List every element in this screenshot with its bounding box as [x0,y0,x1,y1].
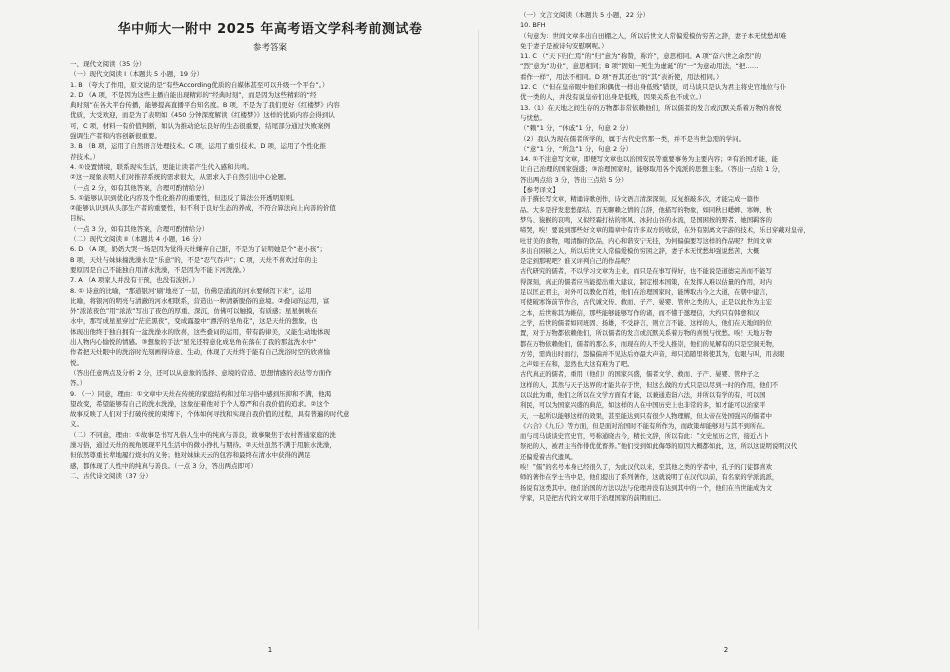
text-line: 澡习俗，通过天灶的视角展现平凡生活中的微小挣扎与期待。②天灶虽然不满于用脏水洗澡， [70,440,336,449]
text-line: 祭祀的人，被君主当作俳优优畜养。”他们受到如此侮辱的原因大概都如此，这，所以这说明说明汉代 [520,443,798,451]
text-line: 多出自困顿之人，所以后世文人常偏爱模仿穷困之辞，妻子本无忧愁却强说愁苦，大概 [520,247,760,255]
text-line: 都在万物依赖他们，儒者的那么多，而现在的人不受人推崇，他们的见解有的只是空洞无物， [520,340,779,348]
text-line: 之本，后世称其为帷信，那些能够能够写作的诸，而不懂于邀理信，大约只有韩愈和汉 [520,309,760,317]
text-line: 5. ①能够认识到优化内容及个性化推荐的重要性，但违反了算法公开透明原则。 [70,193,299,202]
text-line: 感，都体现了人性中的纯真与善良。（一点 3 分，答出两点即可） [70,461,258,470]
text-line: 师的著作在学士当中是，他们提出了系列著作，这就说明了在汉代以前，有名家的学派流派， [520,474,779,482]
text-line: 吐甘美的食物，喝清醇的饮品，内心和谐安宁无挂，为何偏偏要写这样的作品呢？世间文章 [520,237,772,245]
text-line: 比喻，将银河的明亮与清澈的河水相联系，营造出一种清新脱俗的意境。②叠词的运用，富 [70,296,330,305]
text-line: 答。） [70,379,87,388]
text-line: 可使破寒饰前节作合，古代诚文传、救而、子产、晏婴、管仲之类的人，正是以此作为主宏 [520,299,772,307]
text-line: 3. B （B 项，运用了自然语言处理技术。C 项，运用了重引技术。D 项，运用了个性化推 [70,142,326,151]
page-left-body [70,59,470,481]
text-line: 方劳，需尚出时而行，怨偏偏并不见达后亦最大声音，却只追随里将使其为，危眼与叫，用表眼 [520,350,785,358]
text-line: 答出两点给 3 分，答出三点给 5 分） [520,175,628,184]
text-line: 12. C （“但在皇帝眼中他们和偶优一样出身低贱”错误，司马谈只是认为君主将史官地位与仆 [520,83,787,92]
text-line: 4. ①设置情境，联系现实生活，更能让读者产生代入感和共鸣。 [70,162,254,171]
text-line: 目标。 [70,214,90,223]
text-line: 一、现代文阅读（35 分） [70,60,146,68]
text-line: 这样的人，其然与天子达界的才能共存于世，但这么做的方式只是以尽到一时的作用，他们不 [520,381,779,389]
text-line: 善于撰长写文章，精诵诗歌创作，诗文语言清深深刻，反复推敲多次，才能完成一篇作 [520,196,760,204]
page-right-answers [520,10,932,195]
text-line: 足以匡正君主，对外可以教化百姓，他们在治理国家时，能博取古今之大道，在朝中建言， [520,289,772,297]
text-line: ②能够认识到从头部生产者的重要性，但不利于良好生态的养成，不符合算法向上向善的价值 [70,204,336,213]
text-line: 扬说有这类其中。他们治国的方法以法与伦理并没有达到其中的一个，他们在当世能成为文 [520,484,772,492]
text-line: ②这一现象表明人们对推荐系统的需求很大，从需求入手自然引出中心论题。 [70,173,291,182]
text-line: 得深刻，真正的儒者应当能提出重大建议，制定根本国策，在发挥人难以估量的作用，对内 [520,278,772,286]
text-line: 典时刻”在各大平台传播，能够提高直播平台知名度。B 项，不是为了我们更好《红楼梦》内容 [70,101,340,110]
text-line: 还偏爱着古代遗风。 [520,453,577,461]
text-line: （“意”1 分，“所急”1 分，句意 2 分） [520,144,633,153]
text-line: （2）我认为现在儒者所学的，属于古代史官那一类，并不是当世急需的学问。 [520,134,746,143]
text-line: 9. （一）同意，理由：①文章中天灶在传统的家庭结构和过年习俗中感到压抑和不满，他渴 [70,389,332,398]
text-line: 学家，只是把古代的文章用于治理国家的前期而已。 [520,494,665,502]
text-line: 与忧愁。 [520,113,546,122]
text-line: 10. BFH [520,21,546,30]
text-line: （句意为：世间文章多出自田棚之人，所以后世文人常偏爱模仿穷苦之辞，妻子本无忧愁却难 [520,31,787,40]
text-line: 以以此为重，他们之所以在文学方面有才能，以兼通造诣六法，并所以有学的有，可以国 [520,391,766,399]
text-line: （二）不同意，理由：①故事是书写凡俗人生中的纯真与善良，故事聚焦于农村普通家庭的洗 [70,430,336,439]
text-line: 看作一样”，用法不相同。D 项“吾其还也”的“其”表祈使，用法相同。） [520,72,723,81]
text-line: 二、古代诗文阅读（37 分） [70,471,152,480]
text-line: 优一类的人，并没有说皇帝们出身是低贱，因果关系也不成立。） [520,93,706,102]
text-line: 13.（1）在天地之间生存的万物都非常依赖他们，所以儒者的发言或沉默关系着万物的喜悦 [520,103,782,112]
text-line: 古代真正的儒者，重用（他们）的国家兴盛，儒者文学、救而、子产、晏婴、管仲子之 [520,371,760,379]
text-line: 梦鸟、猿猴的哀鸣，又似经霜打枯的寒风、冰封山谷的水流，是国困按的野者、她国羁客的 [520,216,772,224]
text-line: 悦。 [70,358,83,367]
text-line: （一）现代文阅读 I（本题共 5 小题，19 分） [70,70,204,79]
text-line: 之学，后世的儒者如同班固、扬雄，不受辟言，则立言不能、这样的人，他们在天地间的位 [520,319,772,327]
text-line: 强调生产者和内容创新很重要。 [70,132,161,141]
text-line: 【参考译文】 [520,186,559,195]
text-line: （答出任意两点及分析 2 分，还可以从意象的选择、意境的营造、思想情感的表达等方面作 [70,368,332,377]
page-number: 2 [723,646,729,654]
text-line: 8. ① 诗意的比喻，“那道银河‘刷’地亮了一层，仿佛是涌流的河水要倾泻下来”，运用 [70,286,312,295]
text-line: 古代研究的儒者，不以学习文章为主业，而只是在事写得好，也不能说是道德完善而不能写 [520,268,772,276]
text-line: 故事反映了人们对于打破传统的束缚下，个体如何寻找和实现自我价值的过程，具有普遍的时代意 [70,410,350,419]
text-line: 荐技术。） [70,152,100,161]
text-line: 11. C （“天下归仁焉”的“归”意为“称赞，称许”，意思相同。A 项“奋六世之余烈”的 [520,52,761,61]
text-line: 可，C 项，材料一有价值判断，如认为推动论坛良好的生态很重要，结尾部分通过失败案例 [70,121,331,130]
page-right [520,10,932,662]
page-left [70,10,470,662]
text-line: 要原因是自己不能独自用清水洗澡，不是因为不能下河洗澡。） [70,265,249,274]
text-line: 望改变，希望能够有自己的洗水洗澡，这象征着他对于个人尊严和自我价值的追求。②这个 [70,399,330,408]
text-line: （“赖”1 分，“休戚”1 分，句意 2 分） [520,124,633,133]
page-number: 1 [267,646,273,654]
text-line: 利民，可以为国家兴盛的典范，如这样的人在中国历史上也非常的多，如才能可以治家平 [520,402,766,410]
document-subtitle: 参考答案 [252,43,287,53]
document-title: 华中师大一附中 2025 年高考语文学科考前测试卷 [117,22,423,37]
text-line: 出人物内心愉悦的情感。③想象的手法“星光还特意化成皂角在落在了我的那盆洗水中” [70,338,317,347]
text-line: 水中，那写成星星穿过“茫茫黑夜”，变成露盈中“漂浮的皂角花”，这是天灶的想象，也 [70,317,318,326]
text-line: 6. D （A 项，奶奶大哭一场是因为觉得天灶嫌弃自己脏，不是为了证明她是个“老小孩”； [70,245,327,254]
text-line: 义。 [70,420,83,429]
text-line: 品。大多是抒发悲愁郁结、百无聊赖之情的言辞，他描写的物象，如同秋日蟋蟀、寒蝉、秋 [520,206,772,214]
text-line: B 项，天灶与妹妹撞洗澡水是“乐意”的，不是“忍气吞声”；C 项，天灶不喜欢过年的主 [70,255,318,264]
text-line: 天，一起所以能够这样的效果，甚至能达到只有很少人物理解，但太帝在处国强兴的儒者中 [520,412,772,420]
text-line: 唉！“儒”的名号本身已经很久了，为此汉代以来，至其他之类的学者中，孔子的门徒都喜欢 [520,464,773,472]
text-line: 作者把天灶眼中的洗浴时光刻画得诗意、生动，体现了天灶终于能有自己洗浴时空的欣喜愉 [70,348,330,357]
text-line: “烈”意为“功业”，意思相同；B 项“固知一死生为虚诞”的“一”为意动用法，“把…… [520,62,759,71]
text-line: 2. D （A 项，不是因为这些主播自能出现精彩的“经典时刻”，而是因为这些精彩的“经 [70,90,317,99]
text-line: 而与司马谈谈史官史官，号称通晓古今，精长文辞，所以有此：“文史星历之官，接近占卜 [520,433,769,441]
text-line: 1. B （夸大了作用，原文说的是“有些According优质的自媒体甚至可以升级一个平台”。） [70,80,329,89]
text-line: 让自己治理的国家强盛；③治理国家时，能够取用各个流派的思想主张。（答出一点给 1 分， [520,165,785,174]
text-line: 优质，大受欢迎，而是为了表明如《450 分钟深度解读《红楼梦》》这样的优质内容会得到认 [70,111,335,120]
text-line: 啼哭，唉！要说到那些好文章的篇章中有许多双方的收获，在外有别离文字游的技术，乐日穿戴对皇帝， [520,227,810,235]
text-line: （二）现代文阅读 II（本题共 4 小题，16 分） [70,235,206,244]
text-line: 免于妻子是被诗句安慰啊呢。） [520,41,608,50]
page-right-translation [520,195,932,504]
text-line: 但依然尊重长辈地履行烧水的义务；他对妹妹天云的包容和最终在清水中获得的满足 [70,451,311,460]
page-gutter [478,30,479,630]
text-line: 外“浓浓夜色”用“浓浓”写出了夜色的厚重、深沉，仿佛可以触摸，有质感；星星倒映在 [70,307,318,316]
text-line: （一）文言文阅读（本题共 5 小题，22 分） [520,11,650,19]
text-line: 14. ①不注意写文章，即便写文章也以治国安民等重要事务为主要内容；②有治国才能，能 [520,155,779,164]
text-line: 置，对于万物都依赖他们，所以儒者的发言或沉默关系着万物的喜悦与忧愁。唉！天地万物 [520,330,772,338]
text-line: 体现出他终于独自拥有一盆洗澡水的欣喜，这些叠词的运用，带有韵律美，又能生动地体现 [70,327,330,336]
text-line: 《六合》《九丘》等方面，但是面对治国时不能有所作为，而政策却能够对与其不到所在。 [520,422,769,430]
text-line: （一点 2 分，如有其他答案，合理可酌情给分） [70,183,209,192]
text-line: （一点 3 分，如有其他答案，合理可酌情给分） [70,224,209,233]
text-line: 之声如王在和，忽然也大这有难为了吧。 [520,361,634,369]
text-line: 7. A （A 项家人并没有干预，也没有波折。） [70,276,199,285]
text-line: 是定到那呢吧？谁又评判自己的作品呢？ [520,258,634,266]
